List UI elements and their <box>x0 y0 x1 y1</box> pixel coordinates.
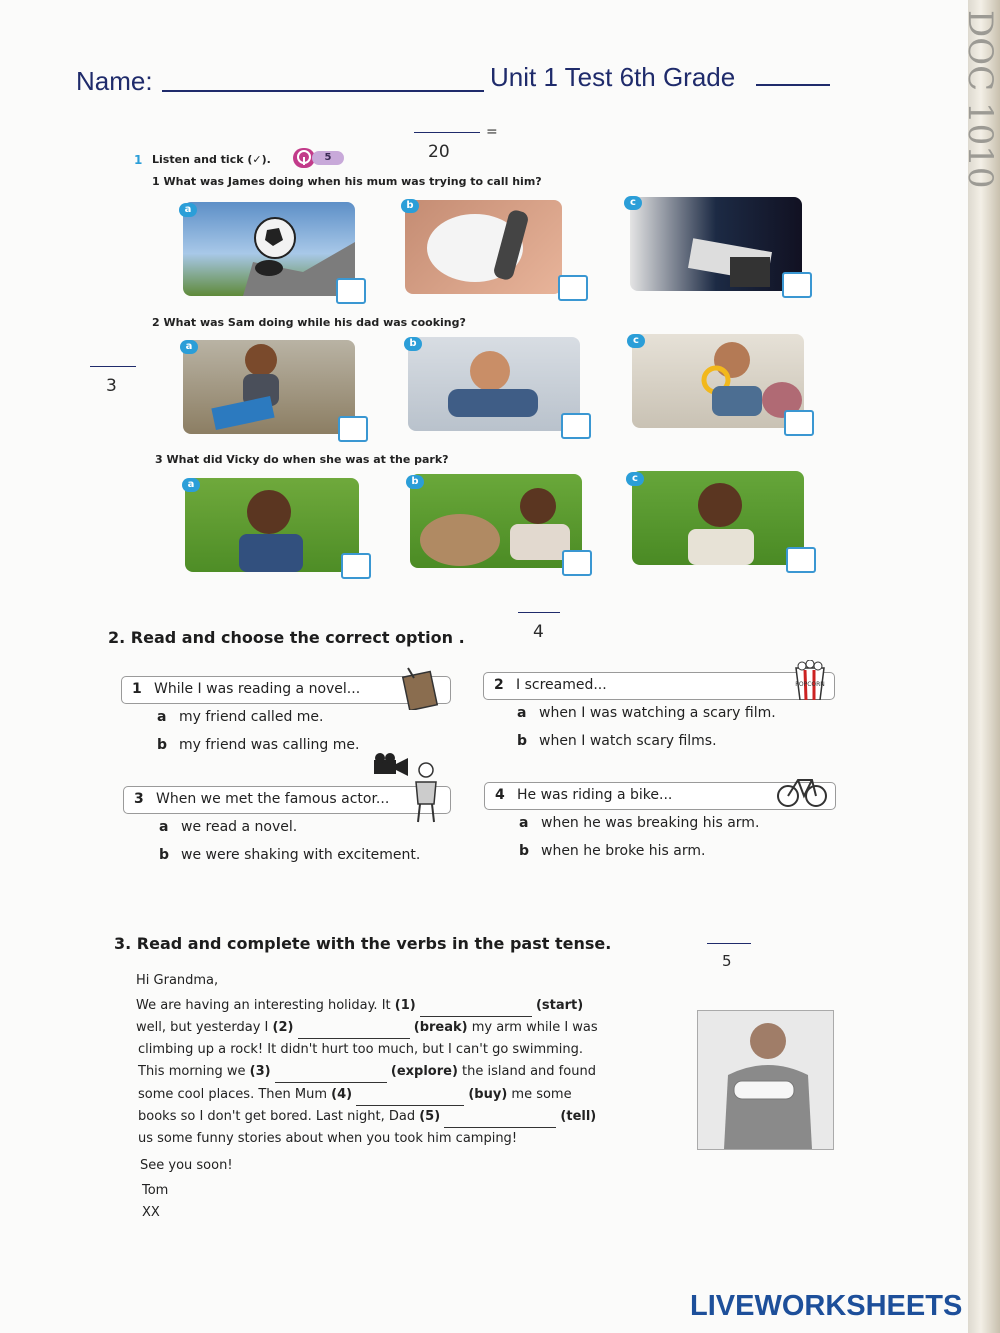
image-baby-with-toy <box>632 334 804 428</box>
tick-box-2a[interactable] <box>338 416 368 442</box>
image-girl-smiling <box>632 471 804 565</box>
tick-box-1a[interactable] <box>336 278 366 304</box>
option-text: when I watch scary films. <box>539 733 717 749</box>
section1-score: 3 <box>106 376 117 396</box>
section1-instruction: Listen and tick (✓). <box>152 153 271 166</box>
image-baby-reading <box>183 340 355 434</box>
option-text: when I was watching a scary film. <box>539 705 776 721</box>
option-letter: a <box>519 815 529 831</box>
gap-number-4: (4) <box>331 1087 353 1102</box>
item-stem-text: While I was reading a novel... <box>154 681 361 697</box>
image-baby-laughing <box>408 337 580 431</box>
letter-signature: Tom <box>142 1183 169 1198</box>
item-2-stem <box>483 672 835 700</box>
option-c-badge: c <box>626 472 644 486</box>
item-stem-text: When we met the famous actor... <box>156 791 390 807</box>
verb-hint-break: (break) <box>413 1020 468 1035</box>
item-3-option-a[interactable] <box>159 819 297 835</box>
gap-2-input[interactable] <box>298 1024 410 1039</box>
option-text: my friend was calling me. <box>179 737 360 753</box>
option-letter: a <box>517 705 527 721</box>
option-a-badge: a <box>179 203 197 217</box>
letter-text: We are having an interesting holiday. It <box>136 998 395 1013</box>
tick-box-3b[interactable] <box>562 550 592 576</box>
section3-score: 5 <box>722 952 732 970</box>
option-b-badge: b <box>401 199 419 213</box>
tick-box-2c[interactable] <box>784 410 814 436</box>
gap-1-input[interactable] <box>420 1002 532 1017</box>
total-score-line[interactable] <box>414 132 480 133</box>
option-text: we were shaking with excitement. <box>181 847 421 863</box>
letter-greeting: Hi Grandma, <box>136 973 219 988</box>
gap-number-5: (5) <box>419 1109 441 1124</box>
liveworksheets-logo: LIVEWORKSHEETS <box>690 1290 963 1322</box>
question-3: 3 What did Vicky do when she was at the park? <box>155 453 449 466</box>
letter-line-4 <box>138 1061 596 1083</box>
letter-text: my arm while I was <box>467 1020 598 1035</box>
question-2: 2 What was Sam doing while his dad was cooking? <box>152 316 466 329</box>
option-b-badge: b <box>404 337 422 351</box>
tick-box-1b[interactable] <box>558 275 588 301</box>
item-2-option-a[interactable] <box>517 705 776 721</box>
letter-kisses: XX <box>142 1205 160 1220</box>
item-number: 4 <box>495 787 505 803</box>
tick-box-2b[interactable] <box>561 413 591 439</box>
item-number: 3 <box>134 791 144 807</box>
actor-icon <box>410 760 446 828</box>
item-3-stem <box>123 786 451 814</box>
letter-line-7: us some funny stories about when you took him camping! <box>138 1131 518 1146</box>
item-4-option-a[interactable] <box>519 815 759 831</box>
test-title: Unit 1 Test 6th Grade <box>490 62 736 92</box>
letter-line-5 <box>138 1084 572 1106</box>
letter-line-6 <box>138 1106 596 1128</box>
item-1-option-a[interactable] <box>157 709 323 725</box>
verb-hint-start: (start) <box>535 998 584 1013</box>
section1-score-line[interactable] <box>90 366 136 367</box>
option-letter: b <box>519 843 530 859</box>
section3-title: 3. Read and complete with the verbs in the past tense. <box>114 934 612 953</box>
letter-text: books so I don't get bored. Last night, Dad <box>138 1109 420 1124</box>
gap-number-3: (3) <box>249 1064 271 1079</box>
section3-score-line[interactable] <box>707 943 751 944</box>
option-letter: b <box>157 737 168 753</box>
option-a-badge: a <box>182 478 200 492</box>
letter-text: This morning we <box>138 1064 250 1079</box>
name-label: Name: <box>76 66 153 96</box>
book-icon <box>402 664 442 714</box>
item-number: 1 <box>132 681 142 697</box>
name-field[interactable] <box>162 90 484 92</box>
image-man-shaving <box>405 200 562 294</box>
option-text: when he was breaking his arm. <box>541 815 760 831</box>
question-1: 1 What was James doing when his mum was trying to call him? <box>152 175 542 188</box>
item-stem-text: I screamed... <box>516 677 607 693</box>
option-b-badge: b <box>406 475 424 489</box>
movie-camera-icon <box>372 752 412 782</box>
option-c-badge: c <box>627 334 645 348</box>
image-girl-with-teddy <box>410 474 582 568</box>
item-number: 2 <box>494 677 504 693</box>
image-person-at-computer <box>630 197 802 291</box>
item-2-option-b[interactable] <box>517 733 717 749</box>
letter-closing: See you soon! <box>140 1158 233 1173</box>
tick-box-3c[interactable] <box>786 547 816 573</box>
option-letter: b <box>159 847 170 863</box>
letter-text: some cool places. Then Mum <box>138 1087 332 1102</box>
letter-line-2 <box>136 1017 598 1039</box>
option-letter: a <box>159 819 169 835</box>
tick-box-1c[interactable] <box>782 272 812 298</box>
equals-sign: = <box>486 124 498 140</box>
gap-number-1: (1) <box>394 998 416 1013</box>
option-letter: a <box>157 709 167 725</box>
section2-score-line[interactable] <box>518 612 560 613</box>
verb-hint-buy: (buy) <box>468 1087 508 1102</box>
popcorn-icon <box>792 660 828 700</box>
gap-5-input[interactable] <box>444 1113 556 1128</box>
option-letter: b <box>517 733 528 749</box>
item-1-option-b[interactable] <box>157 737 359 753</box>
section2-score: 4 <box>533 622 544 642</box>
letter-text: the island and found <box>457 1064 596 1079</box>
image-boy-broken-arm <box>697 1010 834 1150</box>
image-boy-kicking-football <box>183 202 355 296</box>
gap-4-input[interactable] <box>356 1091 464 1106</box>
letter-line-1 <box>136 995 583 1017</box>
bicycle-icon <box>776 768 828 814</box>
gap-number-2: (2) <box>272 1020 294 1035</box>
total-score: 20 <box>428 142 450 162</box>
section2-title: 2. Read and choose the correct option . <box>108 628 465 647</box>
item-stem-text: He was riding a bike... <box>517 787 673 803</box>
gap-3-input[interactable] <box>275 1068 387 1083</box>
verb-hint-explore: (explore) <box>390 1064 458 1079</box>
audio-track-number: 5 <box>312 151 344 165</box>
verb-hint-tell: (tell) <box>560 1109 597 1124</box>
option-a-badge: a <box>180 340 198 354</box>
book-edge-text: DOC 1010 <box>960 10 1000 189</box>
section1-number: 1 <box>134 153 143 167</box>
item-3-option-b[interactable] <box>159 847 420 863</box>
item-4-option-b[interactable] <box>519 843 705 859</box>
grade-field[interactable] <box>756 84 830 86</box>
option-text: we read a novel. <box>181 819 298 835</box>
image-girl-crying <box>185 478 359 572</box>
popcorn-label: POPCORN <box>795 681 825 688</box>
option-text: when he broke his arm. <box>541 843 706 859</box>
option-text: my friend called me. <box>179 709 324 725</box>
option-c-badge: c <box>624 196 642 210</box>
letter-line-3: climbing up a rock! It didn't hurt too much, but I can't go swimming. <box>138 1042 584 1057</box>
tick-box-3a[interactable] <box>341 553 371 579</box>
letter-text: me some <box>507 1087 572 1102</box>
letter-text: well, but yesterday I <box>136 1020 273 1035</box>
